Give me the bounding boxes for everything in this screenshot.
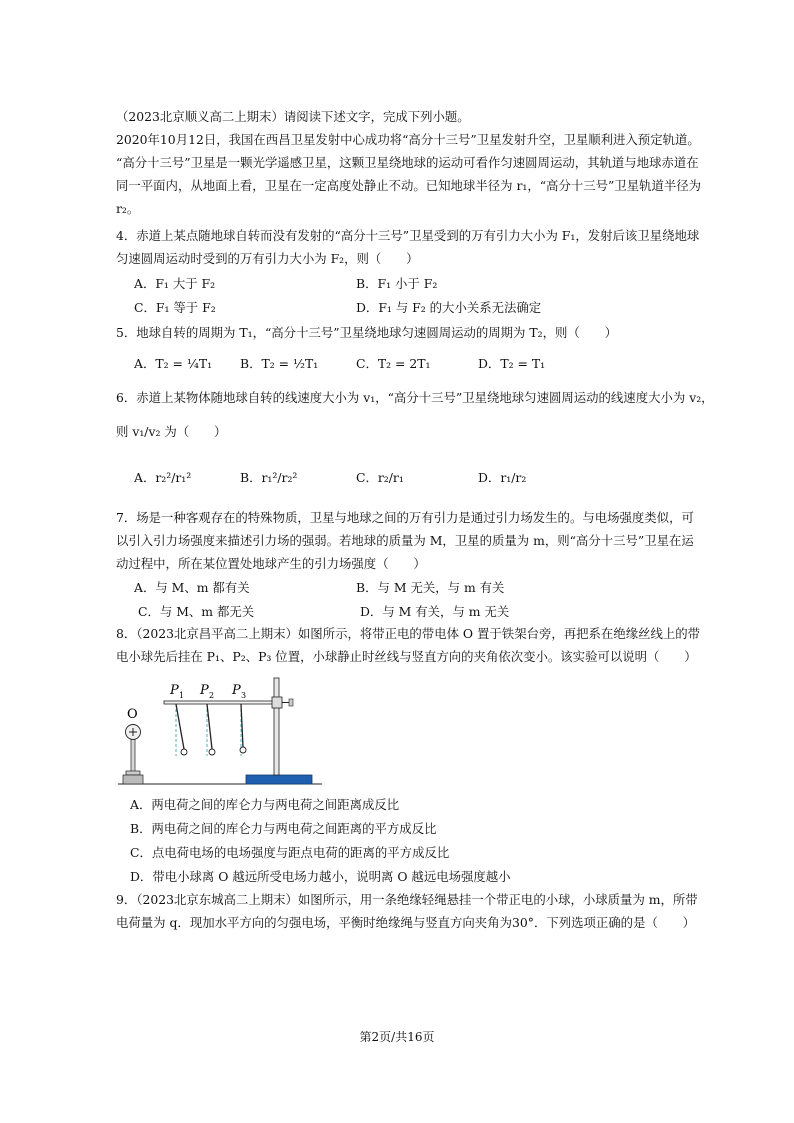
q7-option-c: C．与 M、m 都无关 [138,604,255,619]
ball-p3 [240,747,246,753]
q5-option-d: D．T₂ = T₁ [478,356,546,371]
q4-stem-1: 4．赤道上某点随地球自转而没有发射的“高分十三号”卫星受到的万有引力大小为 F₁，发射后该卫星绕地球 [116,228,700,243]
ball-p1 [181,749,187,755]
q5-option-c: C．T₂ = 2T₁ [356,356,431,371]
q8-option-a: A．两电荷之间的库仑力与两电荷之间距离成反比 [130,797,400,812]
q8-option-d: D．带电小球离 O 越远所受电场力越小，说明离 O 越远电场强度越小 [130,869,511,884]
q5-option-a: A．T₂ = ¼T₁ [134,356,213,371]
q6-stem-1: 6．赤道上某物体随地球自转的线速度大小为 v₁，“高分十三号”卫星绕地球匀速圆周运动的线速度大小为 v₂， [116,390,714,405]
q5-stem: 5．地球自转的周期为 T₁，“高分十三号”卫星绕地球匀速圆周运动的周期为 T₂，则（ ） [116,325,617,340]
q8-option-c: C．点电荷电场的电场强度与距点电荷的距离的平方成反比 [130,845,450,860]
q4-option-b: B．F₁ 小于 F₂ [356,276,438,291]
page-footer: 第2页/共16页 [359,1030,435,1044]
q6-option-b: B．r₁²/r₂² [240,470,298,485]
insulating-base [123,775,143,784]
clamp [272,697,282,708]
stand-base [246,775,312,784]
label-o: O [127,707,138,722]
q6-option-c: C．r₂/r₁ [356,470,404,485]
intro-paragraph-2: “高分十三号”卫星是一颗光学遥感卫星，这颗卫星绕地球的运动可看作匀速圆周运动，其轨道与地球赤道在 [116,155,699,170]
intro-paragraph-4: r₂。 [116,201,140,216]
q6-option-a: A．r₂²/r₁² [134,470,192,485]
intro-paragraph-3: 同一平面内，从地面上看，卫星在一定高度处静止不动。已知地球半径为 r₁，“高分十三号”卫星轨道半径为 [116,178,702,193]
label-p3: P [232,683,241,698]
q5-option-b: B．T₂ = ½T₁ [240,356,319,371]
label-p1-sub: 1 [179,691,185,700]
intro-source: （2023北京顺义高二上期末）请阅读下述文字，完成下列小题。 [116,109,470,124]
q4-option-a: A．F₁ 大于 F₂ [134,276,216,291]
insulating-rod [131,740,135,772]
q9-stem-2: 电荷量为 q．现加水平方向的匀强电场，平衡时绝缘绳与竖直方向夹角为30°．下列选项正确的是（ ） [116,915,696,930]
q4-stem-2: 匀速圆周运动时受到的万有引力大小为 F₂，则（ ） [116,251,419,266]
clamp-knob [289,699,293,706]
q9-stem-1: 9．（2023北京东城高二上期末）如图所示，用一条绝缘轻绳悬挂一个带正电的小球，小球质量为 m，所带 [116,892,698,907]
q4-option-c: C．F₁ 等于 F₂ [134,300,216,315]
q7-stem-3: 动过程中，所在某位置处地球产生的引力场强度（ ） [116,556,426,571]
q8-figure-iron-stand [116,676,324,786]
label-p2: P [200,683,209,698]
label-p3-sub: 3 [241,691,247,700]
intro-paragraph-1: 2020年10月12日，我国在西昌卫星发射中心成功将“高分十三号”卫星发射升空，卫星顺利进入预定轨道。 [116,132,700,147]
label-p2-sub: 2 [209,691,215,700]
stand-pole [274,678,279,775]
q7-option-b: B．与 M 无关，与 m 有关 [356,580,505,595]
q8-stem-1: 8．（2023北京昌平高二上期末）如图所示，将带正电的带电体 O 置于铁架台旁，再把系在绝缘丝线上的带 [116,626,701,641]
q7-stem-1: 7．场是一种客观存在的特殊物质，卫星与地球之间的万有引力是通过引力场发生的。与电场强度类似，可 [116,510,694,525]
q7-option-a: A．与 M、m 都有关 [134,580,250,595]
q6-ratio: v₁/v₂ [132,424,161,439]
q8-stem-2: 电小球先后挂在 P₁、P₂、P₃ 位置，小球静止时丝线与竖直方向的夹角依次变小。该实验可以说明（ ） [116,649,697,664]
q6-stem-2-prefix: 则 [116,424,129,439]
q8-option-b: B．两电荷之间的库仑力与两电荷之间距离的平方成反比 [130,821,437,836]
q4-option-d: D．F₁ 与 F₂ 的大小关系无法确定 [356,300,542,315]
q7-option-d: D．与 M 有关，与 m 无关 [360,604,510,619]
q6-option-d: D．r₁/r₂ [478,470,527,485]
q6-stem-2 [116,424,226,440]
q7-stem-2: 以引入引力场强度来描述引力场的强弱。若地球的质量为 M，卫星的质量为 m，则“高分十三号”卫星在运 [116,533,694,548]
ball-p2 [209,749,215,755]
thread-p1 [176,704,184,749]
thread-p2 [207,704,212,749]
q6-stem-2-suffix: 为（ ） [164,424,227,439]
insulating-base-top [126,771,140,775]
label-p1: P [170,683,179,698]
stand-arm [164,701,282,704]
